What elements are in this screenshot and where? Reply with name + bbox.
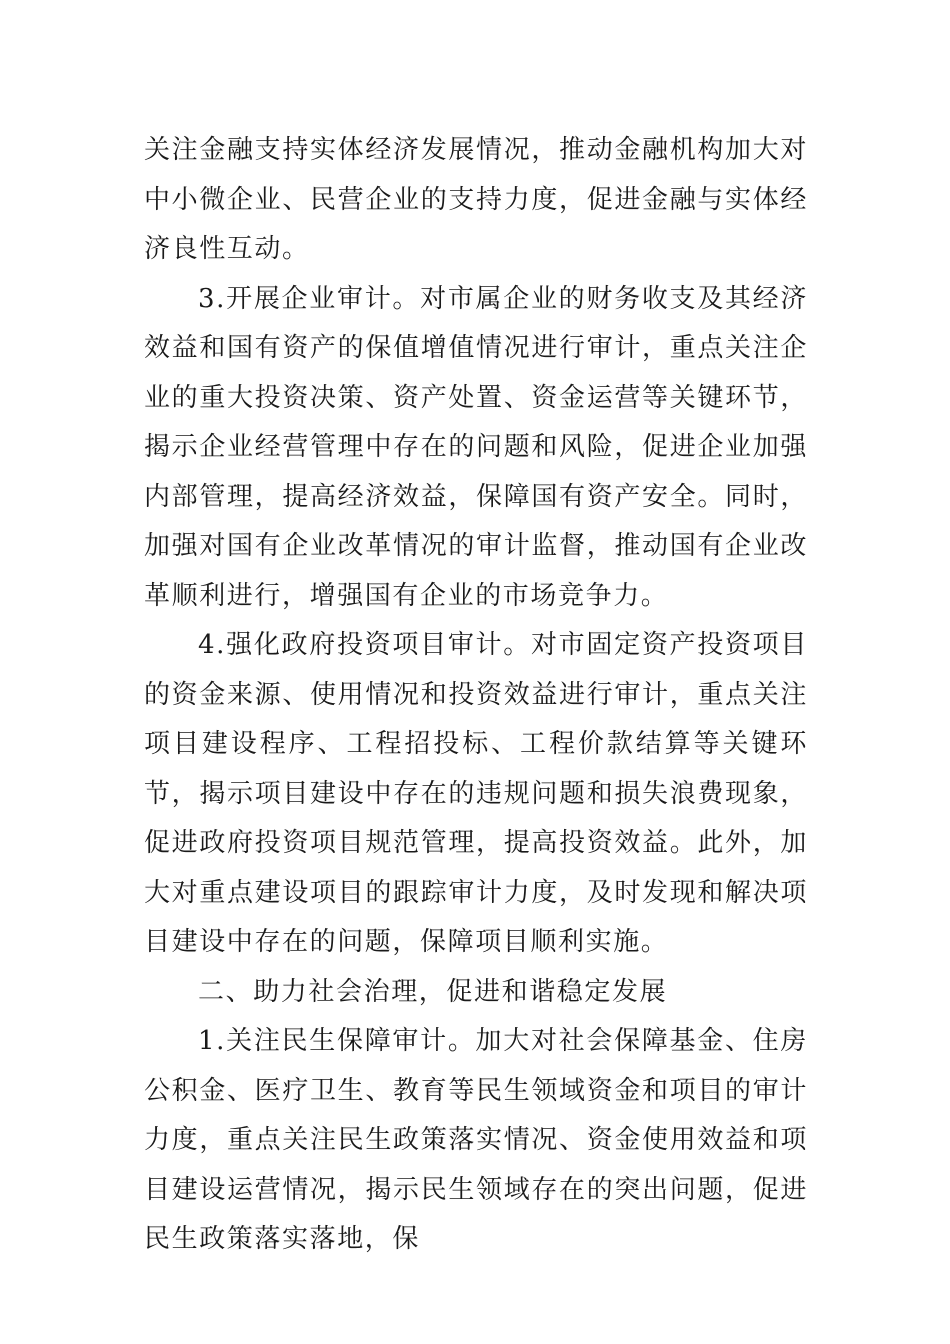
paragraph-enterprise-audit: 3.开展企业审计。对市属企业的财务收支及其经济效益和国有资产的保值增值情况进行审计，重点关注企业的重大投资决策、资产处置、资金运营等关键环节，揭示企业经营管理中存在的问题和风险，促进企业加强内部管理，提高经济效益，保障国有资产安全。同时，加强对国有企业改革情况的审计监督，推动国有企业改革顺利进行，增强国有企业的市场竞争力。 <box>144 283 808 611</box>
paragraph-continuation: 关注金融支持实体经济发展情况，推动金融机构加大对中小微企业、民营企业的支持力度，促进金融与实体经济良性互动。 <box>144 135 808 264</box>
paragraph-investment-audit: 4.强化政府投资项目审计。对市固定资产投资项目的资金来源、使用情况和投资效益进行审计，重点关注项目建设程序、工程招投标、工程价款结算等关键环节，揭示项目建设中存在的违规问题和损失浪费现象，促进政府投资项目规范管理，提高投资效益。此外，加大对重点建设项目的跟踪审计力度，及时发现和解决项目建设中存在的问题，保障项目顺利实施。 <box>144 630 808 957</box>
section-heading-social-governance: 二、助力社会治理，促进和谐稳定发展 <box>198 976 668 1007</box>
document-body <box>144 126 808 1265</box>
paragraph-livelihood-audit: 1.关注民生保障审计。加大对社会保障基金、住房公积金、医疗卫生、教育等民生领域资金和项目的审计力度，重点关注民生政策落实情况、资金使用效益和项目建设运营情况，揭示民生领域存在的突出问题，促进民生政策落实落地，保 <box>144 1026 808 1254</box>
